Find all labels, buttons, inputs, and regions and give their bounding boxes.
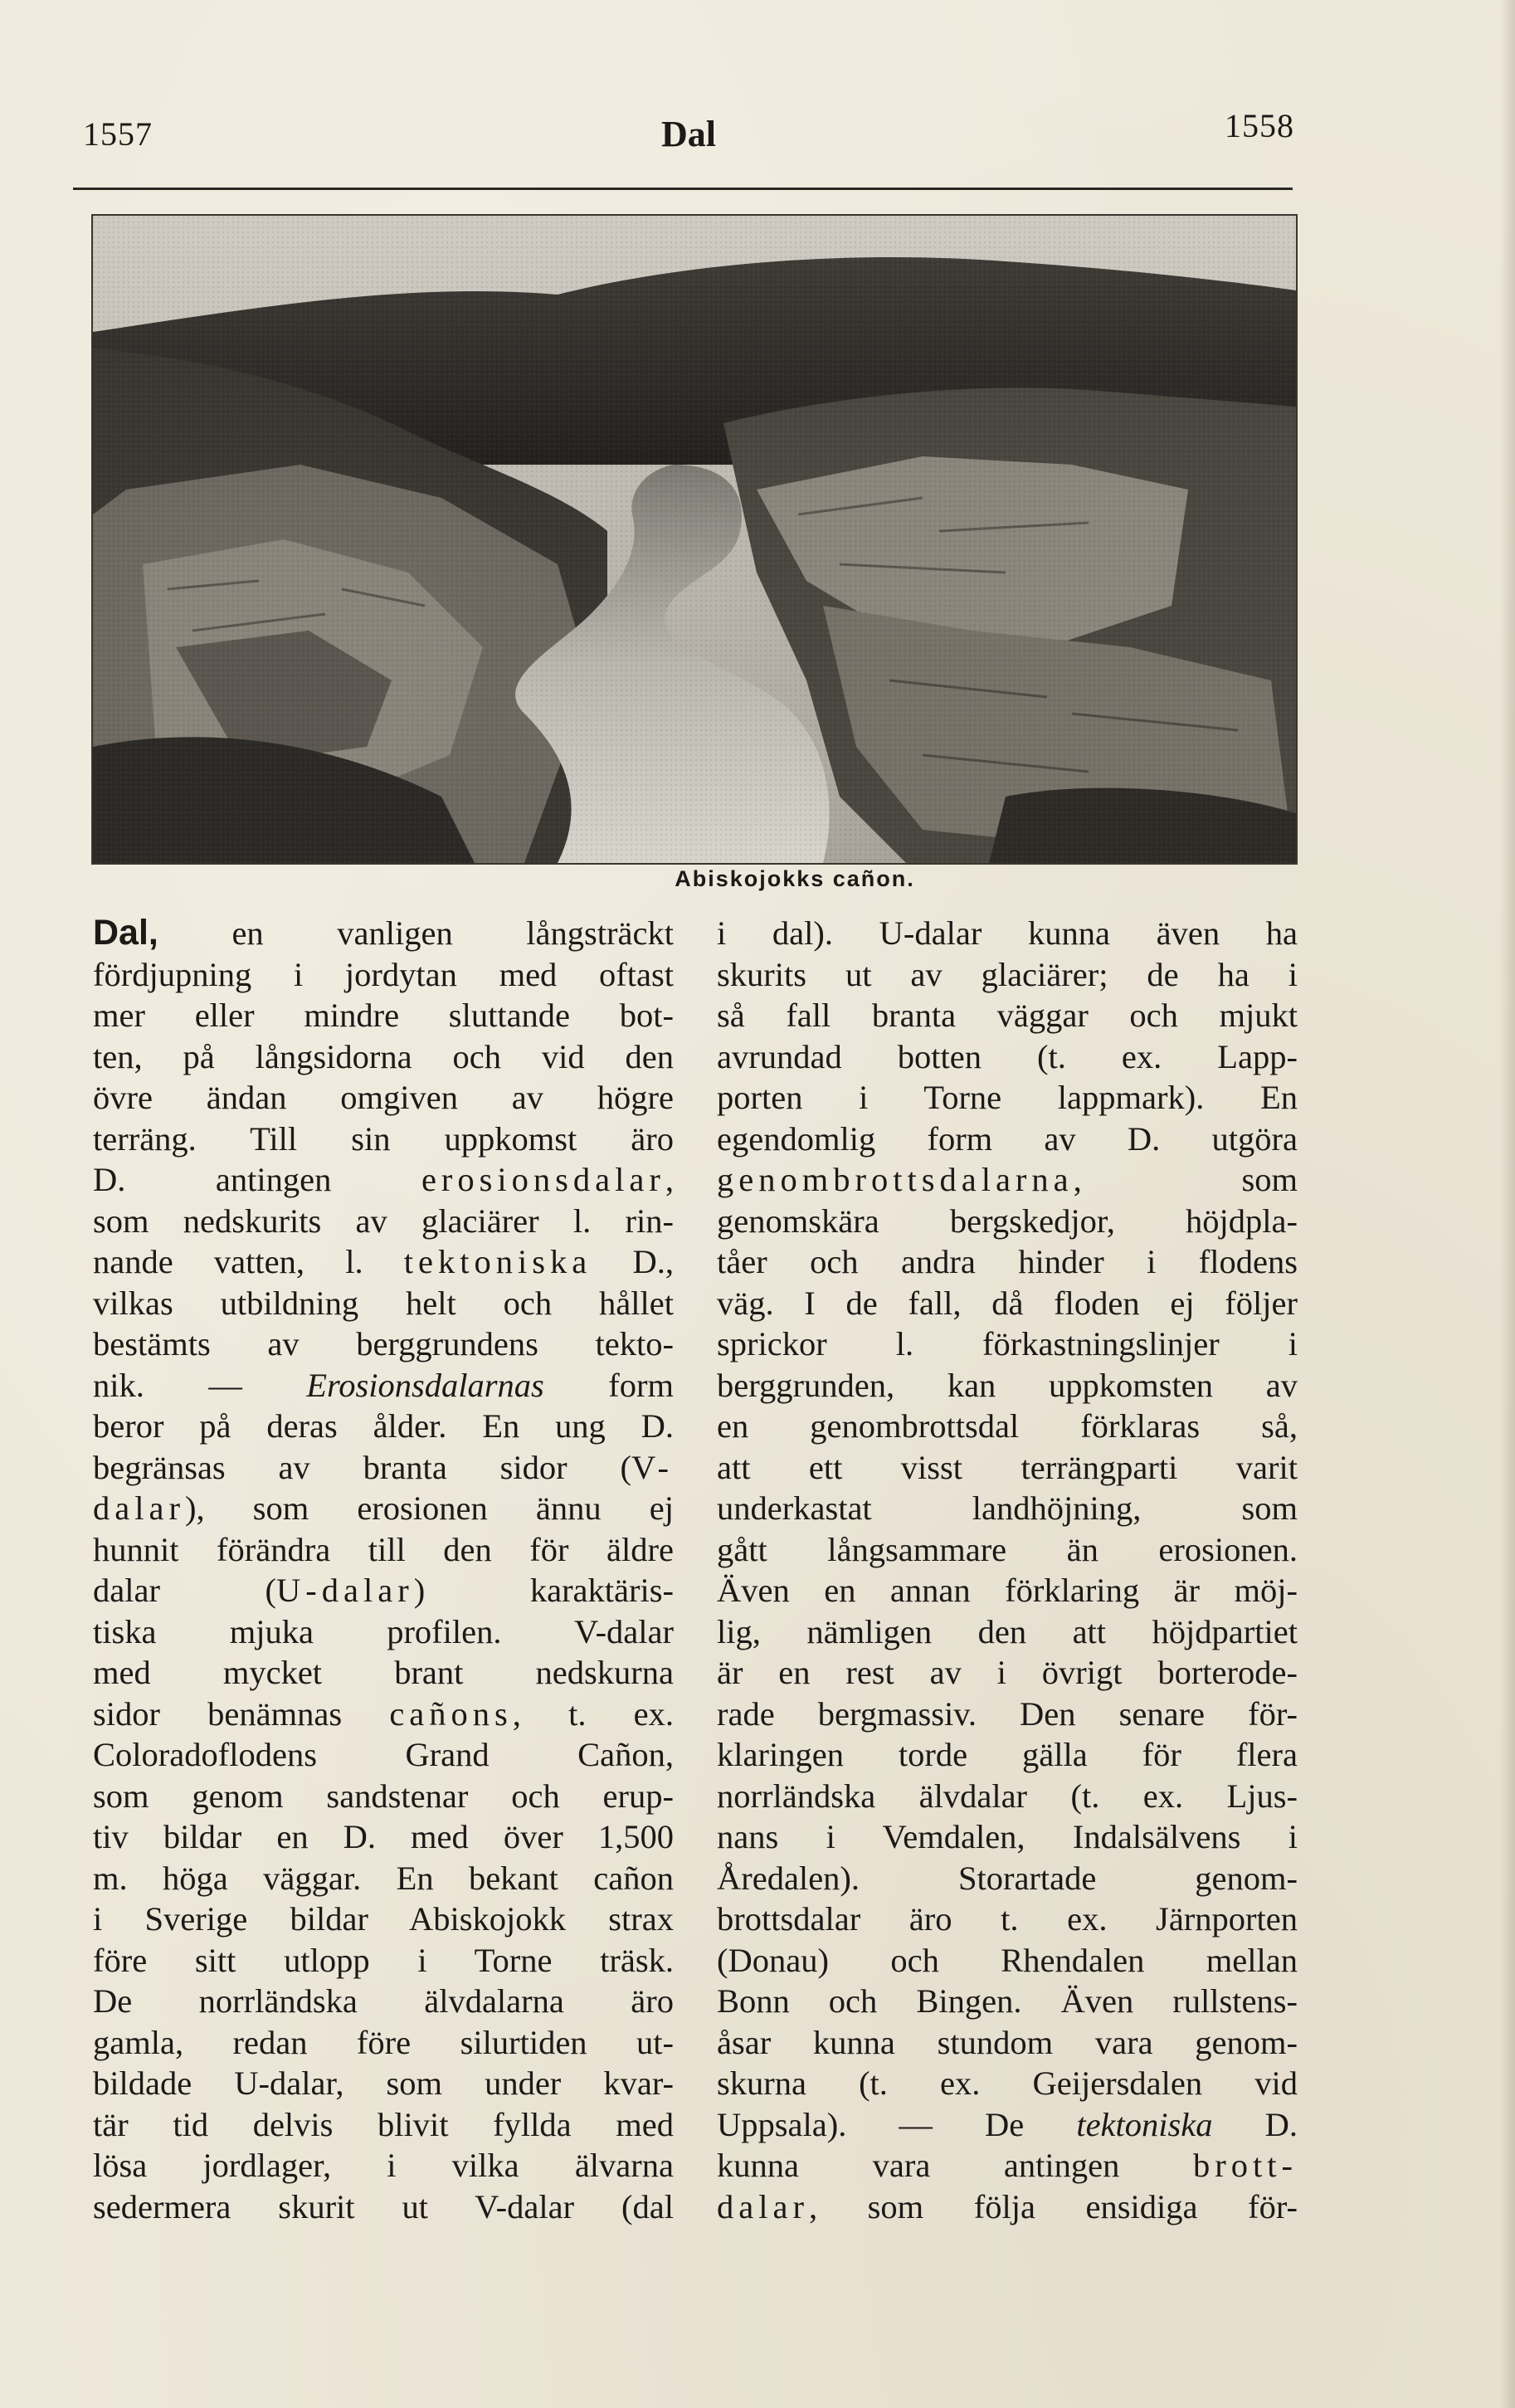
- text-column-right: [717, 913, 1298, 2227]
- text-line: klaringen torde gälla för flera: [717, 1736, 1298, 1773]
- text-line: före sitt utlopp i Torne träsk.: [93, 1941, 674, 1979]
- text-line: begränsas av branta sidor (V-: [93, 1448, 674, 1486]
- text-line: tiv bildar en D. med över 1,500: [93, 1818, 674, 1855]
- text-line: tåer och andra hinder i flodens: [717, 1243, 1298, 1280]
- text-line: nik. — Erosionsdalarnas form: [93, 1366, 674, 1404]
- text-line: D. antingen erosionsdalar,: [93, 1161, 674, 1198]
- spaced-term: dalar: [93, 1489, 185, 1527]
- spaced-term: tektoniska: [403, 1243, 592, 1280]
- canyon-photo-image: [93, 216, 1296, 863]
- text-line: Även en annan förklaring är möj-: [717, 1572, 1298, 1609]
- text-line: som nedskurits av glaciärer l. rin-: [93, 1202, 674, 1240]
- text-line: Bonn och Bingen. Även rullstens-: [717, 1982, 1298, 2020]
- text-line: att ett visst terrängparti varit: [717, 1448, 1298, 1486]
- text-line: med mycket brant nedskurna: [93, 1654, 674, 1691]
- spaced-term: brott-: [1193, 2147, 1298, 2184]
- text-line: dalar), som erosionen ännu ej: [93, 1489, 674, 1527]
- text-line: så fall branta väggar och mjukt: [717, 997, 1298, 1034]
- text-line: väg. I de fall, då floden ej följer: [717, 1284, 1298, 1322]
- italic-term: Erosionsdalarnas: [306, 1366, 544, 1404]
- text-line: genombrottsdalarna, som: [717, 1161, 1298, 1198]
- text-line: underkastat landhöjning, som: [717, 1489, 1298, 1527]
- text-line: Dal, en vanligen långsträckt: [93, 913, 674, 953]
- running-header: [83, 106, 1294, 181]
- text-line: skurna (t. ex. Geijersdalen vid: [717, 2064, 1298, 2102]
- text-line: lig, nämligen den att höjdpartiet: [717, 1612, 1298, 1650]
- text-line: dalar (U-dalar) karaktäris-: [93, 1572, 674, 1609]
- text-line: i Sverige bildar Abiskojokk strax: [93, 1900, 674, 1938]
- text-line: m. höga väggar. En bekant cañon: [93, 1859, 674, 1897]
- page-title: Dal: [661, 114, 716, 154]
- text-line: gått långsammare än erosionen.: [717, 1530, 1298, 1568]
- text-line: åsar kunna stundom vara genom-: [717, 2023, 1298, 2061]
- text-line: skurits ut av glaciärer; de ha i: [717, 955, 1298, 993]
- text-line: sidor benämnas cañons, t. ex.: [93, 1694, 674, 1733]
- text-line: mer eller mindre sluttande bot-: [93, 997, 674, 1034]
- text-line: rade bergmassiv. Den senare för-: [717, 1694, 1298, 1733]
- text-line: (Donau) och Rhendalen mellan: [717, 1941, 1298, 1979]
- text-line: tär tid delvis blivit fyllda med: [93, 2105, 674, 2143]
- text-line: en genombrottsdal förklaras så,: [717, 1407, 1298, 1445]
- spaced-term: cañons: [389, 1694, 513, 1733]
- page-edge-shadow: [1500, 0, 1515, 2408]
- text-line: genomskära bergskedjor, höjdpla-: [717, 1202, 1298, 1240]
- text-column-left: [93, 913, 674, 2227]
- text-line: avrundad botten (t. ex. Lapp-: [717, 1037, 1298, 1075]
- text-line: beror på deras ålder. En ung D.: [93, 1407, 674, 1445]
- text-line: nande vatten, l. tektoniska D.,: [93, 1243, 674, 1280]
- page-number-right: 1558: [1225, 107, 1294, 144]
- text-line: dalar, som följa ensidiga för-: [717, 2187, 1298, 2225]
- text-line: bestämts av berggrundens tekto-: [93, 1325, 674, 1362]
- text-line: som genom sandstenar och erup-: [93, 1777, 674, 1815]
- text-line: lösa jordlager, i vilka älvarna: [93, 2147, 674, 2184]
- headword: Dal,: [93, 913, 158, 953]
- spaced-term: U-dalar: [276, 1572, 414, 1609]
- text-line: norrländska älvdalar (t. ex. Ljus-: [717, 1777, 1298, 1815]
- text-line: porten i Torne lappmark). En: [717, 1079, 1298, 1116]
- text-line: bildade U-dalar, som under kvar-: [93, 2064, 674, 2102]
- text-line: är en rest av i övrigt borterode-: [717, 1654, 1298, 1691]
- text-line: nans i Vemdalen, Indalsälvens i: [717, 1818, 1298, 1855]
- header-rule: [73, 188, 1293, 190]
- text-line: Uppsala). — De tektoniska D.: [717, 2105, 1298, 2143]
- text-line: övre ändan omgiven av högre: [93, 1079, 674, 1116]
- text-line: sprickor l. förkastningslinjer i: [717, 1325, 1298, 1362]
- text-line: egendomlig form av D. utgöra: [717, 1119, 1298, 1158]
- text-line: i dal). U-dalar kunna även ha: [717, 914, 1298, 952]
- text-line: kunna vara antingen brott-: [717, 2147, 1298, 2184]
- text-line: hunnit förändra till den för äldre: [93, 1530, 674, 1568]
- text-line: gamla, redan före silurtiden ut-: [93, 2023, 674, 2061]
- text-line: brottsdalar äro t. ex. Järnporten: [717, 1900, 1298, 1938]
- italic-term: tektoniska: [1076, 2105, 1213, 2143]
- text-line: ten, på långsidorna och vid den: [93, 1037, 674, 1075]
- figure-caption: Abiskojokks cañon.: [675, 866, 915, 891]
- canyon-photograph: [91, 214, 1298, 865]
- text-line: De norrländska älvdalarna äro: [93, 1982, 674, 2020]
- text-line: sedermera skurit ut V-dalar (dal: [93, 2187, 674, 2225]
- text-line: Coloradoflodens Grand Cañon,: [93, 1736, 674, 1773]
- spaced-term: V-: [631, 1448, 674, 1486]
- text-line: tiska mjuka profilen. V-dalar: [93, 1612, 674, 1650]
- text-line: berggrunden, kan uppkomsten av: [717, 1366, 1298, 1404]
- spaced-term: dalar: [717, 2187, 809, 2225]
- text-line: vilkas utbildning helt och hållet: [93, 1284, 674, 1322]
- text-line: fördjupning i jordytan med oftast: [93, 955, 674, 993]
- spaced-term: erosionsdalar: [421, 1161, 665, 1198]
- spaced-term: genombrottsdalarna: [717, 1161, 1074, 1198]
- text-line: terräng. Till sin uppkomst äro: [93, 1119, 674, 1158]
- page-number-left: 1557: [83, 115, 153, 153]
- text-line: Åredalen). Storartade genom-: [717, 1859, 1298, 1897]
